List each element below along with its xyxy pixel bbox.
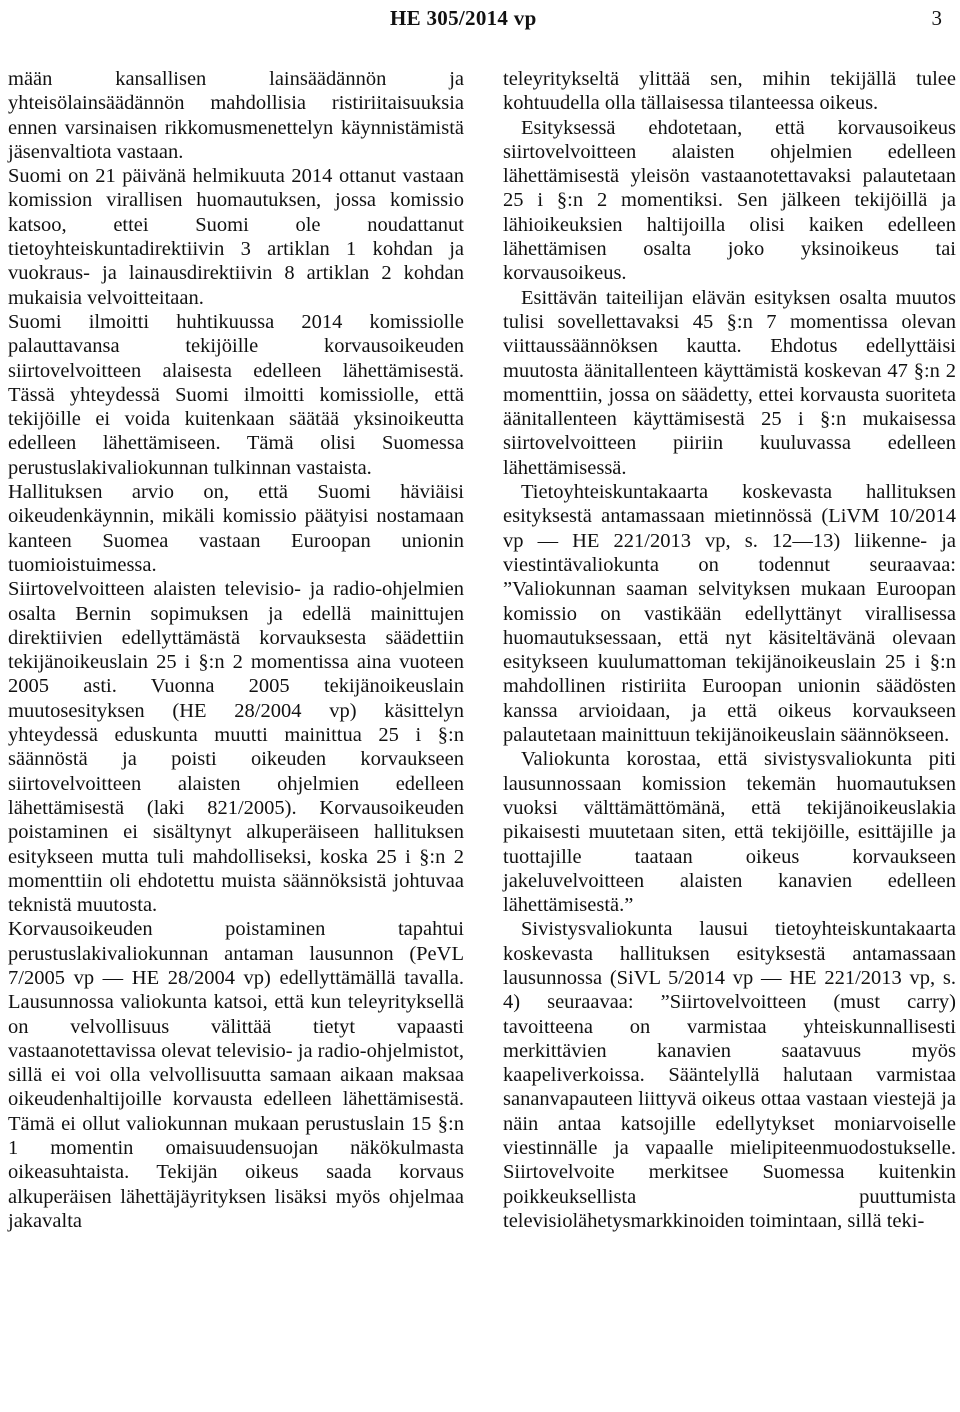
paragraph: Siirtovelvoitteen alaisten televisio- ja radio-ohjelmien osalta Bernin sopimuksen ja edellä mainittujen direktiivien edellyttämästä korvauksesta säädettiin tekijänoikeuslain 25 i §:n 2 momentissa aina vuoteen 2005 asti. Vuonna 2005 tekijänoikeuslain muutosesityksen (HE 28/2004 vp) käsittelyn yhteydessä eduskunta muutti mainittua 25 i §:n säännöstä ja poisti oikeuden korvaukseen siirtovelvoitteen alaisten ohjelmien edelleen lähettämisestä (laki 821/2005). Korvausoikeuden poistaminen ei sisältynyt alkuperäiseen hallituksen esitykseen mutta tuli mahdolliseksi, koska 25 i §:n 2 momenttiin oli ehdotettu muista säännöksistä johtuvaa teknistä muutosta. [8,578,464,917]
document-id: HE 305/2014 vp [390,6,537,30]
paragraph: Hallituksen arvio on, että Suomi häviäisi oikeudenkäynnin, mikäli komissio päätyisi nostamaan kanteen Suomea vastaan Euroopan unionin tuomioistuimessa. [8,481,464,576]
paragraph: Suomi ilmoitti huhtikuussa 2014 komissiolle palauttavansa tekijöille korvausoikeuden siirtovelvoitteen alaisesta edelleen lähettämisestä. Tässä yhteydessä Suomi ilmoitti komissiolle, että tekijöille ei voida kuitenkaan säätää yksinoikeutta edelleen lähettämiseen. Tämä olisi Suomessa perustuslakivaliokunnan tulkinnan vastaista. [8,310,464,479]
page-number: 3 [931,6,942,30]
paragraph: Sivistysvaliokunta lausui tietoyhteiskuntakaarta koskevasta hallituksen esityksestä antamassaan lausunnossa (SiVL 5/2014 vp — HE 221/2013 vp, s. 4) seuraavaa: ”Siirtovelvoitteen (must carry) tavoitteena on varmistaa yhteiskunnallisesti merkittävien kanavien saatavuus myös kaapeliverkoissa. Sääntelyllä halutaan varmistaa sananvapauteen liittyvä oikeus ottaa vastaan viestejä ja näin antaa katsojille edellytykset moniarvoiselle viestinnälle ja vapaalle mielipiteenmuodostukselle. Siirtovelvoite merkitsee Suomessa kuitenkin poikkeuksellista puuttumista televisiolähetysmarkkinoiden toimintaan, sillä teki- [503,918,956,1232]
paragraph: Valiokunta korostaa, että sivistysvaliokunta piti lausunnossaan komission tekemän huomautuksen vuoksi välttämättömänä, että tekijänoikeuslakia pikaisesti muutetaan siten, että tekijöille, esittäjille ja tuottajille taataan oikeus korvaukseen jakeluvelvoitteen alaisten kanavien edelleen lähettämisestä.” [503,748,956,917]
paragraph: Esittävän taiteilijan elävän esityksen osalta muutos tulisi sovellettavaksi 45 §:n 7 momentissa olevan viittaussäännöksen kautta. Ehdotus edellyttäisi muutosta äänitallenteen käyttämistä koskevan 47 §:n 2 momenttiin, jossa on säädetty, ettei korvausta suoriteta äänitallenteen käyttämisestä 25 i §:n mukaisessa siirtovelvoitteen piiriin kuuluvassa edelleen lähettämisessä. [503,286,956,479]
left-column [8,67,464,1233]
paragraph: Tietoyhteiskuntakaarta koskevasta hallituksen esityksestä antamassaan mietinnössä (LiVM 10/2014 vp — HE 221/2013 vp, s. 12—13) liikenne- ja viestintävaliokunta on todennut seuraavaa: ”Valiokunnan saaman selvityksen mukaan Euroopan komissio on vastikään edellyttänyt virallisessa huomautuksessaan, että nyt käsiteltävänä olevaan esitykseen kuulumattoman tekijänoikeuslain 25 i §:n mahdollinen ristiriita Euroopan unionin säädösten kanssa arvioidaan, ja että oikeus korvaukseen palautetaan mainittuun tekijänoikeuslain säännökseen. [503,481,956,747]
paragraph: Korvausoikeuden poistaminen tapahtui perustuslakivaliokunnan antaman lausunnon (PeVL 7/2005 vp — HE 28/2004 vp) edellyttämällä tavalla. Lausunnossa valiokunta katsoi, että kun teleyrityksellä on velvollisuus välittää tietyt vapaasti vastaanotettavissa olevat televisio- ja radio-ohjelmistot, sillä ei voi olla velvollisuutta samaan aikaan maksaa oikeudenhaltijoille korvausta edelleen lähettämisestä. Tämä ei ollut valiokunnan mukaan perustuslain 15 §:n 1 momentin omaisuudensuojan näkökulmasta oikeasuhtaista. Tekijän oikeus saada korvaus alkuperäisen lähettäjäyrityksen lisäksi myös ohjelmaa jakavalta [8,918,464,1232]
right-column [503,67,956,1233]
paragraph: Esityksessä ehdotetaan, että korvausoikeus siirtovelvoitteen alaisten ohjelmien edelleen lähettämisestä yleisön vastaanotettavaksi palautetaan 25 i §:n 2 momentiksi. Sen jälkeen tekijöillä ja lähioikeuksien haltijoilla olisi kaiken edelleen lähettämisen osalta joko yksinoikeus tai korvausoikeus. [503,116,956,285]
paragraph: mään kansallisen lainsäädännön ja yhteisölainsäädännön mahdollisia ristiriitaisuuksia ennen varsinaisen rikkomusmenettelyn käynnistämistä jäsenvaltiota vastaan. [8,68,464,163]
paragraph: teleyritykseltä ylittää sen, mihin tekijällä tulee kohtuudella olla tällaisessa tilanteessa oikeus. [503,68,956,115]
page-header [0,6,960,40]
paragraph: Suomi on 21 päivänä helmikuuta 2014 ottanut vastaan komission virallisen huomautuksen, jossa komissio katsoo, ettei Suomi ole noudattanut tietoyhteiskuntadirektiivin 3 artiklan 1 kohdan ja vuokraus- ja lainausdirektiivin 8 artiklan 2 kohdan mukaisia velvoitteitaan. [8,165,464,309]
